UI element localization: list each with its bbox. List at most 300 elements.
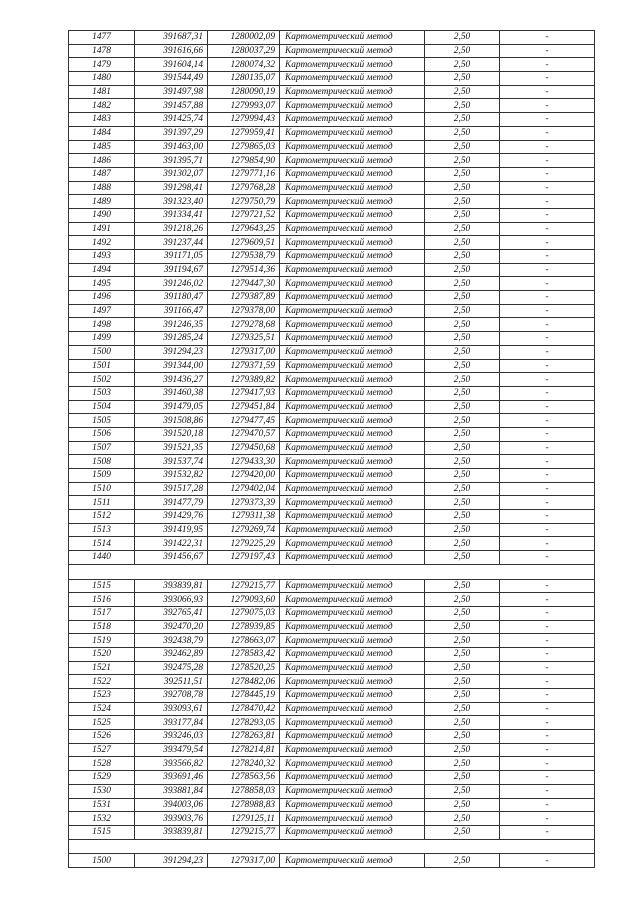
y-coordinate-cell: 1278939,85 [208,620,280,634]
x-coordinate-cell: 393479,54 [135,743,208,757]
point-number-cell: 1500 [69,854,135,868]
table-row [69,730,595,744]
method-cell: Картометрический метод [280,345,425,359]
table-row [69,812,595,826]
accuracy-cell: 2,50 [425,771,500,785]
note-cell: - [500,537,595,551]
y-coordinate-cell: 1279215,77 [208,579,280,593]
y-coordinate-cell: 1279450,68 [208,441,280,455]
accuracy-cell: 2,50 [425,689,500,703]
table-row [69,523,595,537]
method-cell: Картометрический метод [280,689,425,703]
note-cell: - [500,236,595,250]
x-coordinate-cell: 393177,84 [135,716,208,730]
accuracy-cell: 2,50 [425,441,500,455]
point-number-cell: 1482 [69,99,135,113]
note-cell: - [500,606,595,620]
x-coordinate-cell: 391422,31 [135,537,208,551]
note-cell: - [500,757,595,771]
x-coordinate-cell: 393093,61 [135,702,208,716]
table-row [69,455,595,469]
y-coordinate-cell: 1279433,30 [208,455,280,469]
method-cell: Картометрический метод [280,551,425,565]
x-coordinate-cell: 391334,41 [135,208,208,222]
method-cell: Картометрический метод [280,250,425,264]
y-coordinate-cell: 1279075,03 [208,606,280,620]
accuracy-cell: 2,50 [425,85,500,99]
y-coordinate-cell: 1278583,42 [208,647,280,661]
y-coordinate-cell: 1279750,79 [208,195,280,209]
note-cell: - [500,386,595,400]
x-coordinate-cell: 391521,35 [135,441,208,455]
note-cell: - [500,784,595,798]
point-number-cell: 1481 [69,85,135,99]
point-number-cell: 1497 [69,304,135,318]
table-row [69,195,595,209]
y-coordinate-cell: 1280037,29 [208,44,280,58]
x-coordinate-cell: 393066,93 [135,593,208,607]
point-number-cell: 1523 [69,689,135,703]
y-coordinate-cell: 1279854,90 [208,154,280,168]
accuracy-cell: 2,50 [425,44,500,58]
y-coordinate-cell: 1279538,79 [208,250,280,264]
accuracy-cell: 2,50 [425,99,500,113]
x-coordinate-cell: 391294,23 [135,854,208,868]
method-cell: Картометрический метод [280,537,425,551]
method-cell: Картометрический метод [280,113,425,127]
accuracy-cell: 2,50 [425,825,500,839]
table-row [69,386,595,400]
point-number-cell: 1492 [69,236,135,250]
point-number-cell: 1511 [69,496,135,510]
method-cell: Картометрический метод [280,757,425,771]
x-coordinate-cell: 391218,26 [135,222,208,236]
accuracy-cell: 2,50 [425,304,500,318]
x-coordinate-cell: 391246,35 [135,318,208,332]
method-cell: Картометрический метод [280,675,425,689]
note-cell: - [500,455,595,469]
point-number-cell: 1517 [69,606,135,620]
point-number-cell: 1486 [69,154,135,168]
point-number-cell: 1494 [69,263,135,277]
table-row [69,441,595,455]
note-cell: - [500,250,595,264]
table-body [69,31,595,868]
y-coordinate-cell: 1278214,81 [208,743,280,757]
y-coordinate-cell: 1279269,74 [208,523,280,537]
table-row [69,702,595,716]
accuracy-cell: 2,50 [425,72,500,86]
note-cell: - [500,359,595,373]
y-coordinate-cell: 1280135,07 [208,72,280,86]
method-cell: Картометрический метод [280,400,425,414]
point-number-cell: 1489 [69,195,135,209]
point-number-cell: 1480 [69,72,135,86]
y-coordinate-cell: 1279215,77 [208,825,280,839]
x-coordinate-cell: 391544,49 [135,72,208,86]
method-cell: Картометрический метод [280,31,425,45]
point-number-cell: 1520 [69,647,135,661]
note-cell: - [500,812,595,826]
method-cell: Картометрический метод [280,579,425,593]
method-cell: Картометрический метод [280,304,425,318]
table-row [69,236,595,250]
coordinates-table [68,30,595,868]
note-cell: - [500,277,595,291]
accuracy-cell: 2,50 [425,332,500,346]
table-row [69,427,595,441]
accuracy-cell: 2,50 [425,58,500,72]
method-cell: Картометрический метод [280,167,425,181]
x-coordinate-cell: 391460,38 [135,386,208,400]
point-number-cell: 1501 [69,359,135,373]
table-row [69,167,595,181]
note-cell: - [500,195,595,209]
method-cell: Картометрический метод [280,702,425,716]
table-row [69,579,595,593]
accuracy-cell: 2,50 [425,181,500,195]
accuracy-cell: 2,50 [425,277,500,291]
method-cell: Картометрический метод [280,72,425,86]
note-cell: - [500,291,595,305]
note-cell: - [500,304,595,318]
table-row [69,181,595,195]
x-coordinate-cell: 392462,89 [135,647,208,661]
note-cell: - [500,332,595,346]
note-cell: - [500,154,595,168]
y-coordinate-cell: 1279373,39 [208,496,280,510]
table-row [69,208,595,222]
method-cell: Картометрический метод [280,620,425,634]
note-cell: - [500,85,595,99]
table-row [69,798,595,812]
point-number-cell: 1521 [69,661,135,675]
point-number-cell: 1484 [69,126,135,140]
method-cell: Картометрический метод [280,318,425,332]
method-cell: Картометрический метод [280,496,425,510]
x-coordinate-cell: 393691,46 [135,771,208,785]
point-number-cell: 1505 [69,414,135,428]
method-cell: Картометрический метод [280,373,425,387]
x-coordinate-cell: 391537,74 [135,455,208,469]
x-coordinate-cell: 391180,47 [135,291,208,305]
point-number-cell: 1506 [69,427,135,441]
method-cell: Картометрический метод [280,593,425,607]
table-row [69,318,595,332]
y-coordinate-cell: 1278988,83 [208,798,280,812]
table-row [69,743,595,757]
accuracy-cell: 2,50 [425,427,500,441]
table-row [69,854,595,868]
accuracy-cell: 2,50 [425,634,500,648]
y-coordinate-cell: 1278858,03 [208,784,280,798]
x-coordinate-cell: 391298,41 [135,181,208,195]
note-cell: - [500,427,595,441]
y-coordinate-cell: 1279420,00 [208,469,280,483]
x-coordinate-cell: 391246,02 [135,277,208,291]
table-row [69,291,595,305]
note-cell: - [500,345,595,359]
x-coordinate-cell: 391436,27 [135,373,208,387]
x-coordinate-cell: 391294,23 [135,345,208,359]
y-coordinate-cell: 1279378,00 [208,304,280,318]
note-cell: - [500,593,595,607]
x-coordinate-cell: 391497,98 [135,85,208,99]
table-row [69,345,595,359]
method-cell: Картометрический метод [280,85,425,99]
method-cell: Картометрический метод [280,647,425,661]
table-row [69,154,595,168]
note-cell: - [500,730,595,744]
method-cell: Картометрический метод [280,208,425,222]
x-coordinate-cell: 391457,88 [135,99,208,113]
note-cell: - [500,825,595,839]
y-coordinate-cell: 1279311,38 [208,510,280,524]
note-cell: - [500,113,595,127]
accuracy-cell: 2,50 [425,743,500,757]
y-coordinate-cell: 1279768,28 [208,181,280,195]
method-cell: Картометрический метод [280,236,425,250]
y-coordinate-cell: 1279278,68 [208,318,280,332]
method-cell: Картометрический метод [280,771,425,785]
x-coordinate-cell: 393903,76 [135,812,208,826]
accuracy-cell: 2,50 [425,469,500,483]
accuracy-cell: 2,50 [425,126,500,140]
note-cell: - [500,510,595,524]
x-coordinate-cell: 392765,41 [135,606,208,620]
method-cell: Картометрический метод [280,58,425,72]
y-coordinate-cell: 1279317,00 [208,854,280,868]
note-cell: - [500,31,595,45]
table-row [69,757,595,771]
note-cell: - [500,743,595,757]
table-row [69,373,595,387]
y-coordinate-cell: 1278263,81 [208,730,280,744]
method-cell: Картометрический метод [280,181,425,195]
note-cell: - [500,469,595,483]
x-coordinate-cell: 391397,29 [135,126,208,140]
point-number-cell: 1508 [69,455,135,469]
point-number-cell: 1529 [69,771,135,785]
table-row [69,359,595,373]
table-row [69,31,595,45]
x-coordinate-cell: 394003,06 [135,798,208,812]
table-row [69,332,595,346]
accuracy-cell: 2,50 [425,154,500,168]
y-coordinate-cell: 1279609,51 [208,236,280,250]
point-number-cell: 1515 [69,579,135,593]
y-coordinate-cell: 1279371,59 [208,359,280,373]
table-row [69,85,595,99]
accuracy-cell: 2,50 [425,318,500,332]
note-cell: - [500,44,595,58]
accuracy-cell: 2,50 [425,140,500,154]
method-cell: Картометрический метод [280,812,425,826]
point-number-cell: 1498 [69,318,135,332]
method-cell: Картометрический метод [280,482,425,496]
y-coordinate-cell: 1278293,05 [208,716,280,730]
x-coordinate-cell: 393881,84 [135,784,208,798]
note-cell: - [500,634,595,648]
method-cell: Картометрический метод [280,44,425,58]
point-number-cell: 1496 [69,291,135,305]
table-row [69,675,595,689]
table-row [69,58,595,72]
point-number-cell: 1490 [69,208,135,222]
accuracy-cell: 2,50 [425,345,500,359]
accuracy-cell: 2,50 [425,386,500,400]
y-coordinate-cell: 1280074,32 [208,58,280,72]
y-coordinate-cell: 1279417,93 [208,386,280,400]
point-number-cell: 1526 [69,730,135,744]
method-cell: Картометрический метод [280,195,425,209]
accuracy-cell: 2,50 [425,579,500,593]
x-coordinate-cell: 391429,76 [135,510,208,524]
note-cell: - [500,318,595,332]
accuracy-cell: 2,50 [425,291,500,305]
method-cell: Картометрический метод [280,427,425,441]
x-coordinate-cell: 391616,66 [135,44,208,58]
accuracy-cell: 2,50 [425,798,500,812]
point-number-cell: 1479 [69,58,135,72]
accuracy-cell: 2,50 [425,551,500,565]
accuracy-cell: 2,50 [425,730,500,744]
accuracy-cell: 2,50 [425,661,500,675]
y-coordinate-cell: 1278563,56 [208,771,280,785]
y-coordinate-cell: 1279959,41 [208,126,280,140]
method-cell: Картометрический метод [280,154,425,168]
method-cell: Картометрический метод [280,277,425,291]
method-cell: Картометрический метод [280,263,425,277]
note-cell: - [500,99,595,113]
x-coordinate-cell: 391477,79 [135,496,208,510]
method-cell: Картометрический метод [280,661,425,675]
note-cell: - [500,689,595,703]
point-number-cell: 1513 [69,523,135,537]
y-coordinate-cell: 1279514,36 [208,263,280,277]
group-separator-row [69,839,595,854]
note-cell: - [500,798,595,812]
note-cell: - [500,702,595,716]
y-coordinate-cell: 1279225,29 [208,537,280,551]
table-row [69,496,595,510]
method-cell: Картометрический метод [280,606,425,620]
method-cell: Картометрический метод [280,469,425,483]
table-row [69,510,595,524]
table-row [69,304,595,318]
note-cell: - [500,222,595,236]
accuracy-cell: 2,50 [425,208,500,222]
method-cell: Картометрический метод [280,510,425,524]
method-cell: Картометрический метод [280,140,425,154]
table-row [69,263,595,277]
table-row [69,537,595,551]
y-coordinate-cell: 1279451,84 [208,400,280,414]
point-number-cell: 1531 [69,798,135,812]
point-number-cell: 1512 [69,510,135,524]
note-cell: - [500,854,595,868]
point-number-cell: 1532 [69,812,135,826]
x-coordinate-cell: 391194,67 [135,263,208,277]
method-cell: Картометрический метод [280,825,425,839]
y-coordinate-cell: 1279470,57 [208,427,280,441]
method-cell: Картометрический метод [280,126,425,140]
y-coordinate-cell: 1280002,09 [208,31,280,45]
table-row [69,44,595,58]
x-coordinate-cell: 393839,81 [135,579,208,593]
y-coordinate-cell: 1278482,06 [208,675,280,689]
accuracy-cell: 2,50 [425,167,500,181]
y-coordinate-cell: 1279447,30 [208,277,280,291]
point-number-cell: 1478 [69,44,135,58]
accuracy-cell: 2,50 [425,263,500,277]
accuracy-cell: 2,50 [425,455,500,469]
note-cell: - [500,373,595,387]
note-cell: - [500,400,595,414]
y-coordinate-cell: 1279477,45 [208,414,280,428]
x-coordinate-cell: 391456,67 [135,551,208,565]
x-coordinate-cell: 391166,47 [135,304,208,318]
table-row [69,771,595,785]
note-cell: - [500,675,595,689]
point-number-cell: 1504 [69,400,135,414]
method-cell: Картометрический метод [280,634,425,648]
x-coordinate-cell: 391425,74 [135,113,208,127]
x-coordinate-cell: 391463,00 [135,140,208,154]
table-row [69,126,595,140]
method-cell: Картометрический метод [280,730,425,744]
x-coordinate-cell: 391171,05 [135,250,208,264]
table-row [69,551,595,565]
accuracy-cell: 2,50 [425,784,500,798]
table-row [69,593,595,607]
x-coordinate-cell: 391532,82 [135,469,208,483]
table-row [69,606,595,620]
accuracy-cell: 2,50 [425,373,500,387]
accuracy-cell: 2,50 [425,359,500,373]
table-row [69,277,595,291]
method-cell: Картометрический метод [280,332,425,346]
accuracy-cell: 2,50 [425,854,500,868]
note-cell: - [500,263,595,277]
point-number-cell: 1500 [69,345,135,359]
point-number-cell: 1487 [69,167,135,181]
method-cell: Картометрический метод [280,359,425,373]
table-row [69,140,595,154]
point-number-cell: 1509 [69,469,135,483]
y-coordinate-cell: 1279317,00 [208,345,280,359]
y-coordinate-cell: 1279325,51 [208,332,280,346]
table-row [69,222,595,236]
y-coordinate-cell: 1279197,43 [208,551,280,565]
method-cell: Картометрический метод [280,99,425,113]
point-number-cell: 1518 [69,620,135,634]
x-coordinate-cell: 392475,28 [135,661,208,675]
note-cell: - [500,523,595,537]
note-cell: - [500,716,595,730]
method-cell: Картометрический метод [280,414,425,428]
x-coordinate-cell: 391520,18 [135,427,208,441]
x-coordinate-cell: 391302,07 [135,167,208,181]
separator-cell [69,839,595,854]
accuracy-cell: 2,50 [425,647,500,661]
point-number-cell: 1510 [69,482,135,496]
table-row [69,634,595,648]
point-number-cell: 1522 [69,675,135,689]
y-coordinate-cell: 1279402,04 [208,482,280,496]
point-number-cell: 1488 [69,181,135,195]
table-row [69,647,595,661]
